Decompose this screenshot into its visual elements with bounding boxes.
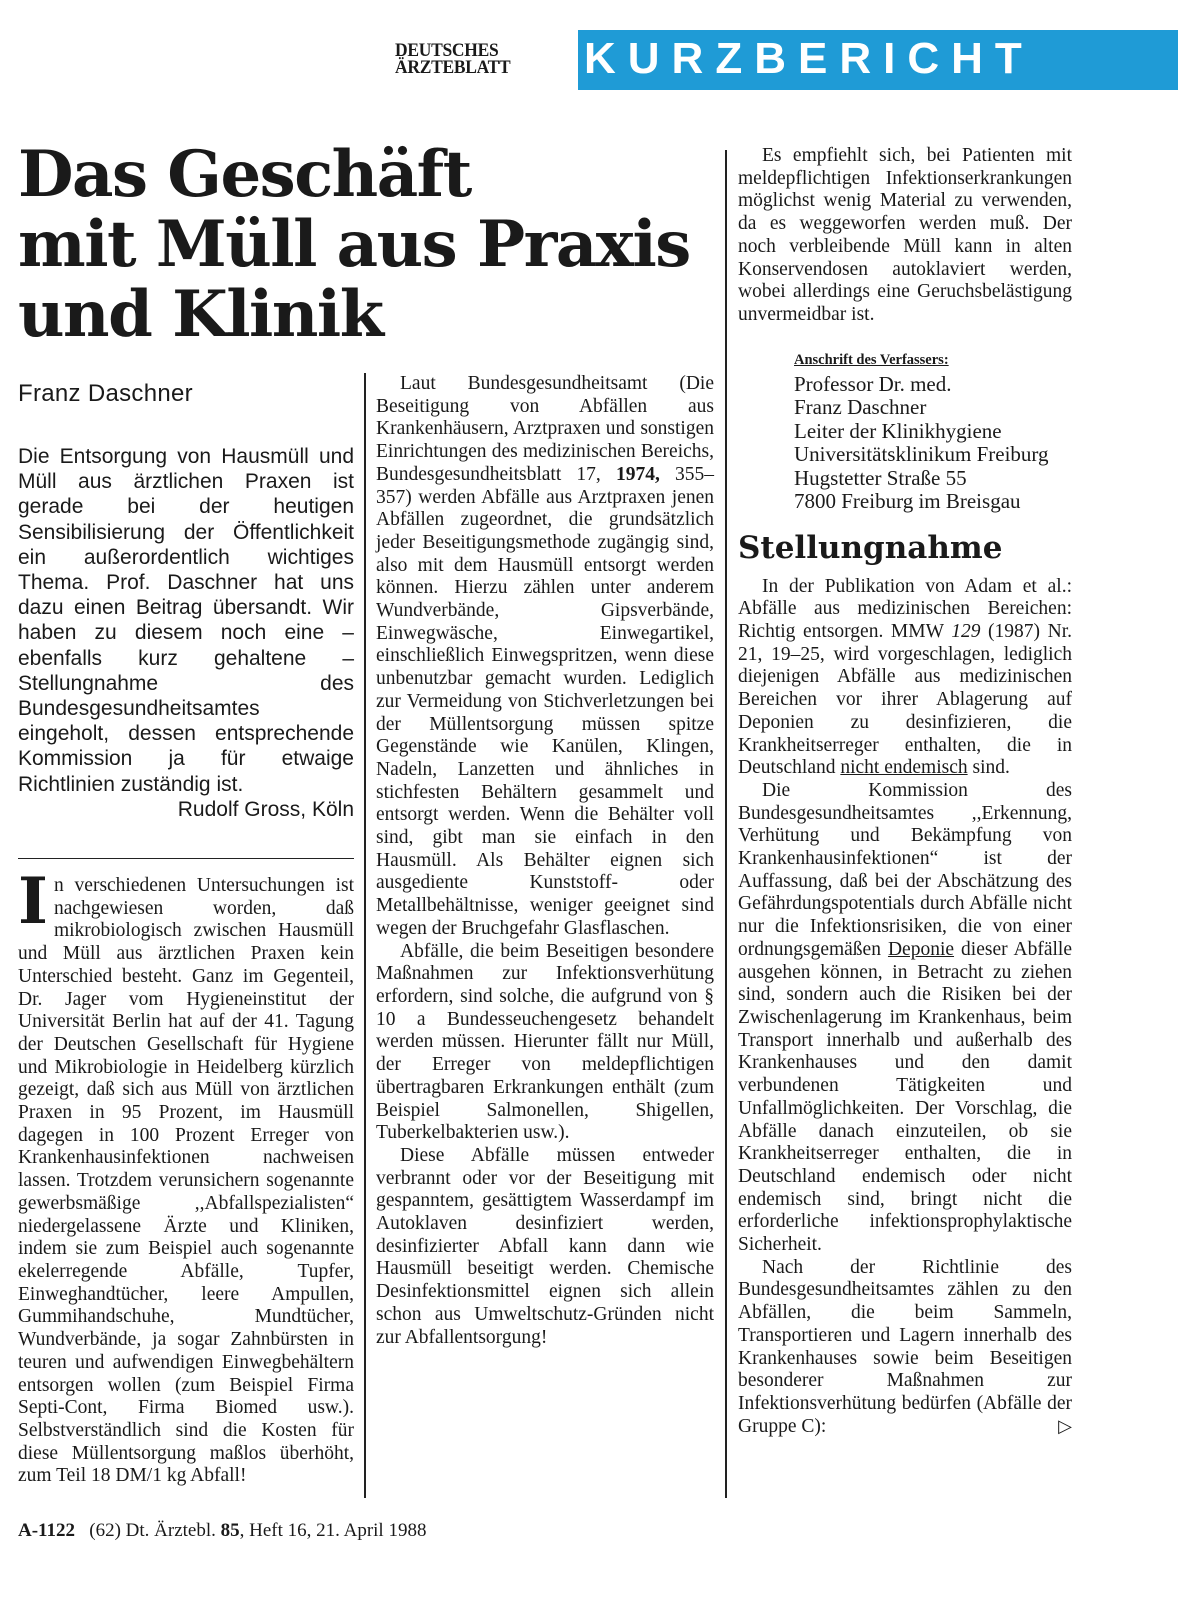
statement-p1-text-c: sind. <box>967 757 1010 779</box>
footer-issue: , Heft 16, 21. April 1988 <box>239 1520 427 1541</box>
address-line: Leiter der Klinikhygiene <box>794 418 1002 443</box>
editorial-signature: Rudolf Gross, Köln <box>177 797 354 821</box>
statement-p2-text-b: dieser Abfälle ausgehen können, in Betracht zu ziehen sind, sondern auch die Risiken bei der Zwischenlagerung im Krankenhaus, beim Transport innerhalb und außerhalb des Krankenhauses und den damit verbundenen Tätigkeiten und Unfallmöglichkeiten. Der Vorschlag, die Abfälle danach einzuteilen, ob sie Krankheitserreger enthalten, die in Deutschland endemisch oder nicht endemisch sind, bringt nicht die erforderliche infektionsprophylaktische Sicherheit. <box>738 938 1072 1256</box>
underlined-word: Deponie <box>887 938 955 960</box>
footer-citation: (62) Dt. Ärztebl. <box>89 1520 216 1541</box>
body-paragraph-2-text-b: 355–357) werden Abfälle aus Arztpraxen jenen Abfällen zugeordnet, die grundsätzlich jeder Beseitigungsmethode zugängig sind, also mit dem Hausmüll entsorgt werden können. Hierzu zählen unter anderem Wundverbände, Gipsverbände, Einwegwäsche, Einwegartikel, einschließlich Einwegspritzen, wenn diese unbenutzbar gemacht wurden. Lediglich zur Vermeidung von Stichverletzungen bei der Müllentsorgung müssen spitze Gegenstände wie Kanülen, Klingen, Nadeln, Lanzetten und ähnliches in stichfesten Behältern gesammelt und entsorgt werden. Wenn die Behälter voll sind, gibt man sie einfach in den Hausmüll. Als Behälter eignen sich ausgediente Kunststoff- oder Metallbehältnisse, weniger geeignet sind wegen der Bruchgefahr Glasflaschen. <box>376 463 714 939</box>
underlined-phrase: nicht endemisch <box>840 757 968 779</box>
section-banner <box>578 30 1178 90</box>
column-3 <box>738 145 1072 1438</box>
statement-paragraph-3 <box>738 1257 1072 1439</box>
column-divider-left <box>364 373 366 1498</box>
address-label: Anschrift des Verfassers: <box>794 351 949 368</box>
headline-line-1: Das Geschäft <box>18 137 471 212</box>
article-headline <box>18 137 728 352</box>
body-paragraph-2 <box>376 373 714 941</box>
continue-arrow-icon: ▷ <box>1058 1415 1072 1437</box>
address-line: Universitätsklinikum Freiburg <box>794 442 1049 467</box>
page-footer <box>18 1520 426 1542</box>
address-line: Franz Daschner <box>794 395 927 420</box>
column-divider-right <box>725 150 727 1498</box>
page-number: A-1122 <box>18 1520 75 1541</box>
column-1 <box>18 380 354 1488</box>
masthead-line-1: DEUTSCHES <box>395 40 499 61</box>
statement-p2-text-a: Die Kommission des Bundesgesundheitsamtes ,,Erkennung, Verhütung und Bekämpfung von Krankenhausinfektionen“ ist der Auffassung, daß bei der Abschätzung des Gefährdungspotentials durch Abfälle nicht nur die Infektionsrisiken, die von einer ordnungsgemäßen <box>738 779 1072 960</box>
masthead-line-2: ÄRZTEBLATT <box>395 57 511 78</box>
drop-cap: I <box>18 864 48 940</box>
journal-volume: 129 <box>951 621 981 643</box>
address-line: Hugstetter Straße 55 <box>794 465 967 490</box>
statement-p1-text-b: (1987) Nr. 21, 19–25, wird vorgeschlagen, lediglich diejenigen Abfälle aus medizinischen Bereichen vor ihrer Ablagerung auf Deponien zu desinfizieren, die Krankheitserreger enthalten, die in Deutschland <box>738 621 1072 779</box>
body-paragraph-1-text: n verschiedenen Untersuchungen ist nachgewiesen worden, daß mikrobiologisch zwischen Hausmüll und Müll aus ärztlichen Praxen kein Unterschied besteht. Ganz im Gegenteil, Dr. Jager vom Hygieneinstitut der Universität Berlin hat auf der 41. Tagung der Deutschen Gesellschaft für Hygiene und Mikrobiologie in Heidelberg kürzlich gezeigt, daß sich aus Müll von ärztlichen Praxen in 95 Prozent, im Hausmüll dagegen in 100 Prozent Erreger von Krankenhausinfektionen nachweisen lassen. Trotzdem verunsichern sogenannte gewerbsmäßige ,,Abfallspezialisten“ niedergelassene Ärzte und Kliniken, indem sie zum Beispiel auch sogenannte ekelerregende Abfälle, Tupfer, Einweghandtücher, leere Ampullen, Gummihandschuhe, Mundtücher, Wundverbände, ja sogar Zahnbürsten in teuren und aufwendigen Einwegbehältern entsorgen wollen (zum Beispiel Firma Septi-Cont, Firma Biomed usw.). Selbstverständlich sind die Kosten für diese Müllentsorgung maßlos überhöht, zum Teil 18 DM/1 kg Abfall! <box>18 875 354 1487</box>
body-paragraph-1 <box>18 864 354 1488</box>
headline-line-2: mit Müll aus Praxis <box>18 207 690 282</box>
address-line: Professor Dr. med. <box>794 371 952 396</box>
column-2 <box>376 373 714 1349</box>
body-paragraph-3: Abfälle, die beim Beseitigen besondere Maßnahmen zur Infektionsverhütung erfordern, sind solche, die aufgrund von § 10 a Bundesseuchengesetz behandelt werden müssen. Hierunter fällt nur Müll, der Erreger von meldepflichtigen übertragbaren Erkrankungen enthält (zum Beispiel Salmonellen, Shigellen, Tuberkelbakterien usw.). <box>376 940 714 1144</box>
masthead-logo <box>395 42 533 76</box>
section-label: KURZBERICHT <box>584 34 1034 83</box>
statement-p1-text-a: In der Publikation von Adam et al.: Abfälle aus medizinischen Bereichen: Richtig entsorgen. MMW <box>738 575 1072 643</box>
author-name: Franz Daschner <box>18 380 193 407</box>
footer-volume: 85 <box>220 1520 240 1541</box>
address-line: 7800 Freiburg im Breisgau <box>794 489 1021 514</box>
statement-paragraph-1 <box>738 576 1072 780</box>
statement-p3-text: Nach der Richtlinie des Bundesgesundheitsamtes zählen zu den Abfällen, die beim Sammeln, Transportieren und Lagern innerhalb des Krankenhauses sowie beim Beseitigen besonderer Maßnahmen zur Infektionsverhütung bedürfen (Abfälle der Gruppe C): <box>738 1256 1072 1437</box>
body-paragraph-4: Diese Abfälle müssen entweder verbrannt oder vor der Beseitigung mit gespanntem, gesättigtem Wasserdampf im Autoklaven desinfiziert werden, desinfizierter Abfall kann dann wie Hausmüll beseitigt werden. Chemische Desinfektionsmittel eignen sich allein schon aus Umweltschutz-Gründen nicht zur Abfallentsorgung! <box>376 1144 714 1348</box>
intro-divider <box>18 858 354 859</box>
editorial-intro: Die Entsorgung von Hausmüll und Müll aus ärztlichen Praxen ist gerade bei der heutigen Sensibilisierung der Öffentlichkeit ein außerordentlich wichtiges Thema. Prof. Daschner hat uns dazu einen Beitrag übersandt. Wir haben zu diesem noch eine – ebenfalls kurz gehaltene – Stellungnahme des Bundesgesundheitsamtes eingeholt, dessen entsprechende Kommission ja für etwaige Richtlinien zuständig ist. <box>18 445 354 796</box>
statement-heading: Stellungnahme <box>738 529 1003 566</box>
author-address <box>794 351 1072 514</box>
body-paragraph-2-text-a: Laut Bundesgesundheitsamt (Die Beseitigung von Abfällen aus Krankenhäusern, Arztpraxen und sonstigen Einrichtungen des medizinischen Bereichs, Bundesgesundheitsblatt 17, <box>376 373 714 485</box>
statement-paragraph-2 <box>738 780 1072 1257</box>
headline-line-3: und Klinik <box>18 277 383 352</box>
body-paragraph-5: Es empfiehlt sich, bei Patienten mit meldepflichtigen Infektionserkrankungen möglichst wenig Material zu verwenden, da es weggeworfen werden muß. Der noch verbleibende Müll kann in alten Konservendosen autoklaviert werden, wobei allerdings eine Geruchsbelästigung unvermeidbar ist. <box>738 145 1072 325</box>
citation-year: 1974, <box>615 463 660 485</box>
